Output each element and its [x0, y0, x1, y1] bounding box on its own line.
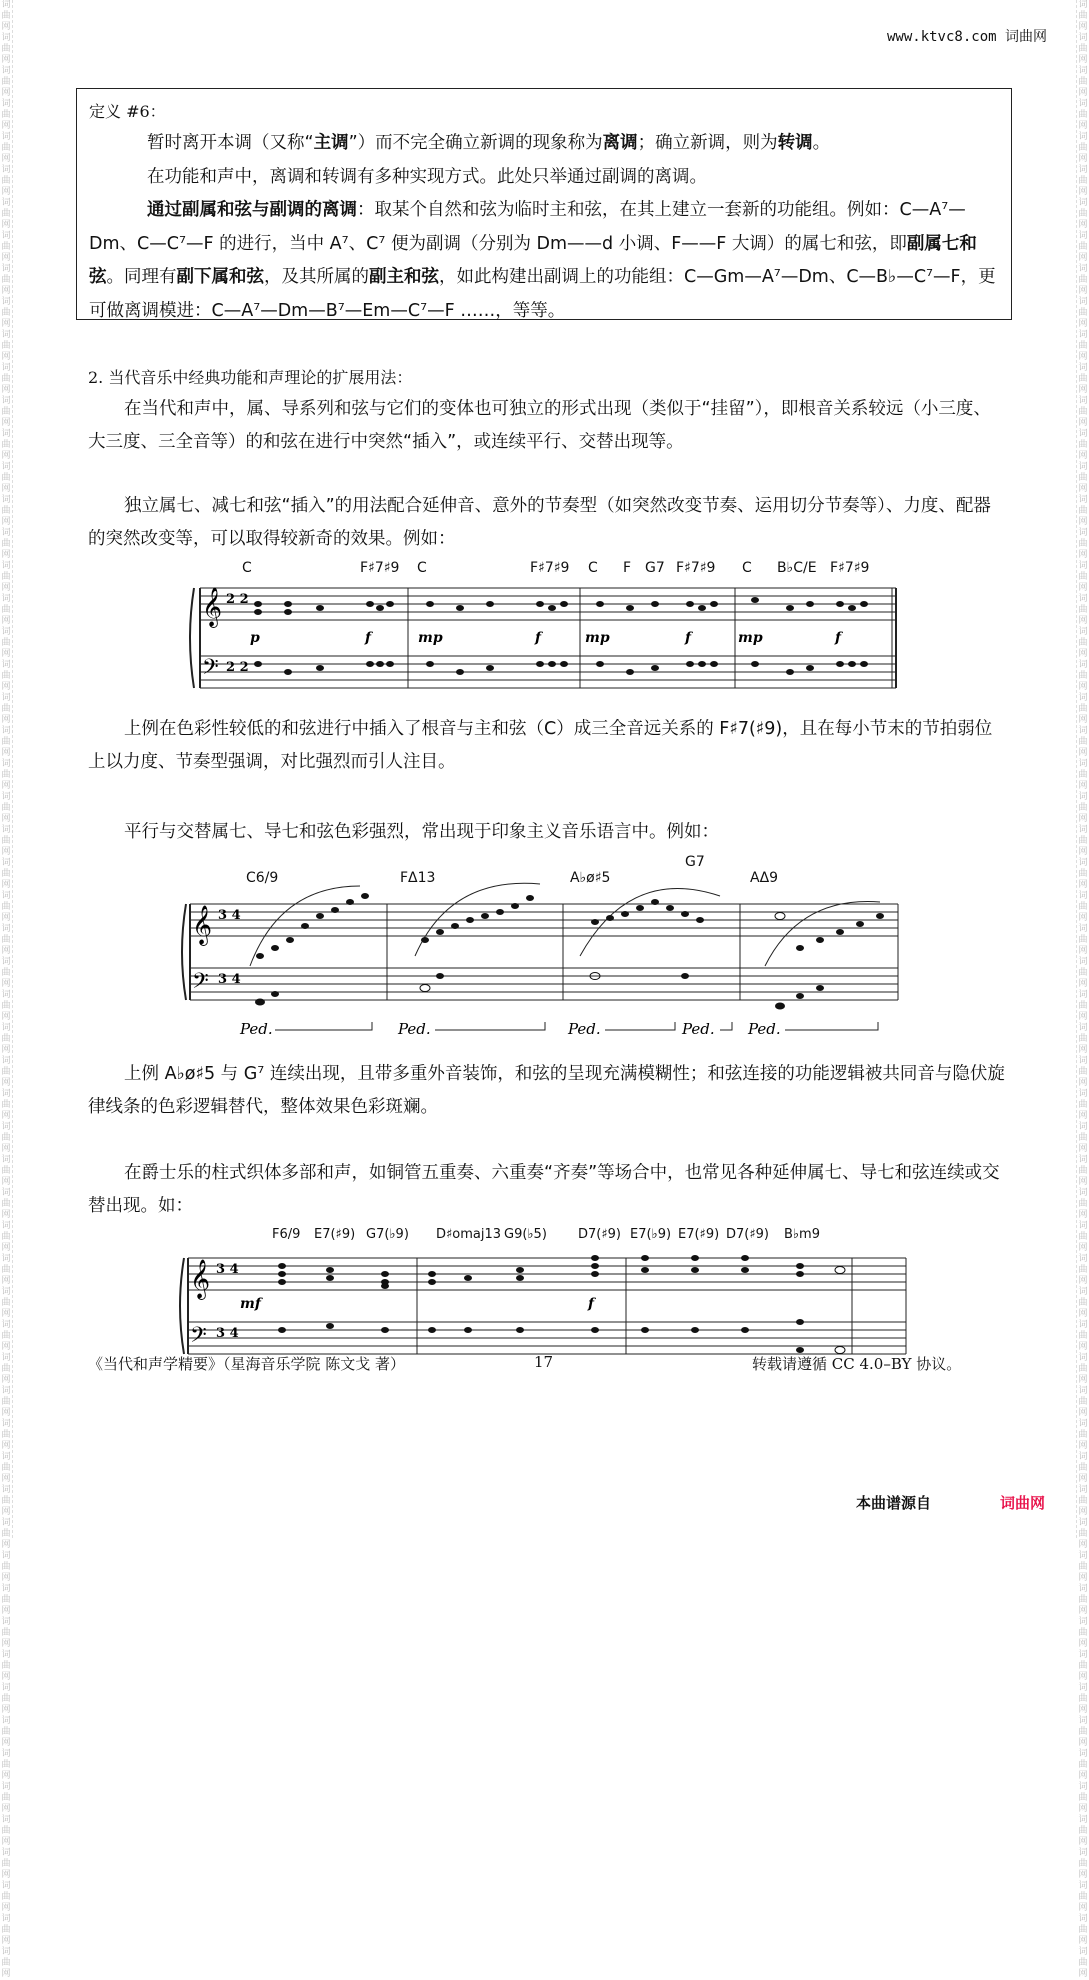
definition-box — [76, 88, 1012, 320]
chord-symbol: E7(♭9) — [630, 1227, 672, 1242]
chord-symbol: E7(♯9) — [314, 1227, 356, 1242]
treble-clef-icon: 𝄞 — [192, 905, 213, 945]
svg-text:3 4: 3 4 — [216, 1326, 239, 1341]
music-score-3 — [180, 1222, 910, 1362]
chord-symbol: C — [242, 560, 252, 576]
chord-symbol: FΔ13 — [400, 870, 436, 886]
chord-symbol: F♯7♯9 — [360, 560, 400, 576]
source-label: 本曲谱源自 — [856, 1494, 932, 1512]
paragraph-6: 在爵士乐的柱式织体多部和声，如铜管五重奏、六重奏“齐奏”等场合中，也常见各种延伸属七、导七和弦连续或交替出现。如： — [88, 1163, 1000, 1216]
chord-symbol: AΔ9 — [750, 870, 779, 886]
footer-license: 转载请遵循 CC 4.0–BY 协议。 — [752, 1355, 962, 1373]
chord-symbol: A♭ø♯5 — [570, 870, 611, 886]
definition-p3: 通过副属和弦与副调的离调：取某个自然和弦为临时主和弦，在其上建立一套新的功能组。例如：C—A⁷—Dm、C—C⁷—F 的进行，当中 A⁷、C⁷ 便为副调（分别为 Dm——d 小调、F——F 大调）的属七和弦，即副属七和弦。同理有副下属和弦，及其所属的副主和弦，如此构建出副调上的功能组：C—Gm—A⁷—Dm、C—B♭—C⁷—F，更可做离调模进：C—A⁷—Dm—B⁷—Em—C⁷—F ……，等等。 — [89, 200, 996, 321]
svg-text:3 4: 3 4 — [218, 972, 241, 987]
pedal-mark: Ped. — [240, 1020, 273, 1038]
paragraph-1: 在当代和声中，属、导系列和弦与它们的变体也可独立的形式出现（类似于“挂留”），即根音关系较远（小三度、大三度、三全音等）的和弦在进行中突然“插入”，或连续平行、交替出现等。 — [88, 399, 991, 452]
svg-text:2 2: 2 2 — [226, 592, 249, 607]
paragraph-5: 上例 A♭ø♯5 与 G⁷ 连续出现，且带多重外音装饰，和弦的呈现充满模糊性；和弦连接的功能逻辑被共同音与隐伏旋律线条的色彩逻辑替代，整体效果色彩斑斓。 — [88, 1064, 1005, 1117]
chord-symbol: G7 — [645, 560, 665, 576]
chord-symbol: C6/9 — [246, 870, 279, 886]
chord-symbol: F♯7♯9 — [676, 560, 716, 576]
music-score-2 — [180, 856, 900, 1041]
chord-symbol: F♯7♯9 — [830, 560, 870, 576]
footer-book-title: 《当代和声学精要》（星海音乐学院 陈文戈 著） — [88, 1355, 406, 1373]
dynamic-mark: p — [250, 630, 260, 646]
page-number: 17 — [534, 1353, 554, 1371]
chord-symbol: C — [417, 560, 427, 576]
pedal-mark: Ped. — [682, 1020, 715, 1038]
source-site-link[interactable]: 词曲网 — [1000, 1494, 1046, 1512]
note-heads — [254, 597, 868, 675]
dynamic-mark: f — [835, 630, 842, 646]
section-heading: 2. 当代音乐中经典功能和声理论的扩展用法： — [88, 368, 413, 387]
bass-clef-icon: 𝄢 — [202, 655, 219, 685]
chord-symbol: F♯7♯9 — [530, 560, 570, 576]
dynamic-mark: mp — [418, 630, 443, 646]
chord-symbol: G7(♭9) — [366, 1227, 409, 1242]
dynamic-mark: mp — [738, 630, 763, 646]
paragraph-3: 上例在色彩性较低的和弦进行中插入了根音与主和弦（C）成三全音远关系的 F♯7(♯9)，且在每小节末的节拍弱位上以力度、节奏型强调，对比强烈而引人注目。 — [88, 719, 993, 772]
dynamic-mark: f — [685, 630, 692, 646]
dynamic-mark: f — [365, 630, 372, 646]
slurs — [250, 883, 880, 966]
dynamic-mark: f — [588, 1296, 595, 1312]
dynamic-mark: mp — [585, 630, 610, 646]
chord-symbol: D7(♯9) — [578, 1227, 621, 1242]
pedal-mark: Ped. — [568, 1020, 601, 1038]
chord-symbol: F — [623, 560, 632, 576]
paragraph-4: 平行与交替属七、导七和弦色彩强烈，常出现于印象主义音乐语言中。例如： — [124, 822, 719, 842]
chord-symbol: E7(♯9) — [678, 1227, 720, 1242]
left-watermark-strip — [0, 0, 13, 1979]
chord-symbol: G7 — [685, 854, 705, 870]
bass-clef-icon: 𝄢 — [190, 1323, 207, 1353]
dynamic-mark: f — [535, 630, 542, 646]
music-score-1 — [180, 556, 900, 696]
treble-clef-icon: 𝄞 — [190, 1259, 211, 1299]
definition-p2: 在功能和声中，离调和转调有多种实现方式。此处只举通过副调的离调。 — [147, 166, 707, 187]
paragraph-2: 独立属七、减七和弦“插入”的用法配合延伸音、意外的节奏型（如突然改变节奏、运用切分节奏等）、力度、配器的突然改变等，可以取得较新奇的效果。例如： — [88, 496, 991, 549]
chord-symbol: D♯omaj13 — [436, 1227, 502, 1242]
side-watermark-text: 词曲网 词曲网 词曲网 词曲网 词曲网 词曲网 词曲网 词曲网 词曲网 词曲网 词曲网 词曲网 词曲网 词曲网 词曲网 词曲网 词曲网 词曲网 词曲网 词曲网 词曲网 词曲网 词曲网 词曲网 词曲网 词曲网 词曲网 词曲网 词曲网 词曲网 词曲网 词曲网 词曲网 词曲网 词曲网 词曲网 词曲网 词曲网 词曲网 词曲网 词曲网 词曲网 词曲网 词曲网 词曲网 词曲网 词曲网 词曲网 词曲网 词曲网 词曲网 词曲网 词曲网 词曲网 词曲网 词曲网 词曲网 词曲网 词曲网 词曲网 — [1078, 0, 1088, 1979]
pedal-mark: Ped. — [748, 1020, 781, 1038]
svg-text:2 2: 2 2 — [226, 660, 249, 675]
definition-p1: 暂时离开本调（又称“主调”）而不完全确立新调的现象称为离调；确立新调，则为转调。 — [147, 133, 831, 153]
svg-text:3 4: 3 4 — [216, 1262, 239, 1277]
chord-symbol: C — [588, 560, 598, 576]
chord-symbol: F6/9 — [272, 1227, 301, 1242]
top-right-watermark: www.ktvc8.com 词曲网 — [886, 29, 1047, 45]
chord-symbol: B♭m9 — [784, 1227, 820, 1242]
chord-symbol: D7(♯9) — [726, 1227, 769, 1242]
bass-clef-icon: 𝄢 — [192, 969, 209, 999]
chord-symbol: C — [742, 560, 752, 576]
chord-symbol: B♭C/E — [777, 560, 817, 576]
definition-title: 定义 #6： — [89, 102, 166, 121]
side-watermark-text: 词曲网 词曲网 词曲网 词曲网 词曲网 词曲网 词曲网 词曲网 词曲网 词曲网 词曲网 词曲网 词曲网 词曲网 词曲网 词曲网 词曲网 词曲网 词曲网 词曲网 词曲网 词曲网 词曲网 词曲网 词曲网 词曲网 词曲网 词曲网 词曲网 词曲网 词曲网 词曲网 词曲网 词曲网 词曲网 词曲网 词曲网 词曲网 词曲网 词曲网 词曲网 词曲网 词曲网 词曲网 词曲网 词曲网 词曲网 词曲网 词曲网 词曲网 词曲网 词曲网 词曲网 词曲网 词曲网 词曲网 词曲网 词曲网 词曲网 词曲网 — [1, 0, 11, 1979]
pedal-mark: Ped. — [398, 1020, 431, 1038]
brace — [190, 588, 194, 688]
chord-symbol: G9(♭5) — [504, 1227, 547, 1242]
treble-clef-icon: 𝄞 — [202, 587, 223, 627]
svg-text:3 4: 3 4 — [218, 908, 241, 923]
right-watermark-strip — [1076, 0, 1089, 1979]
dynamic-mark: mf — [240, 1296, 261, 1312]
